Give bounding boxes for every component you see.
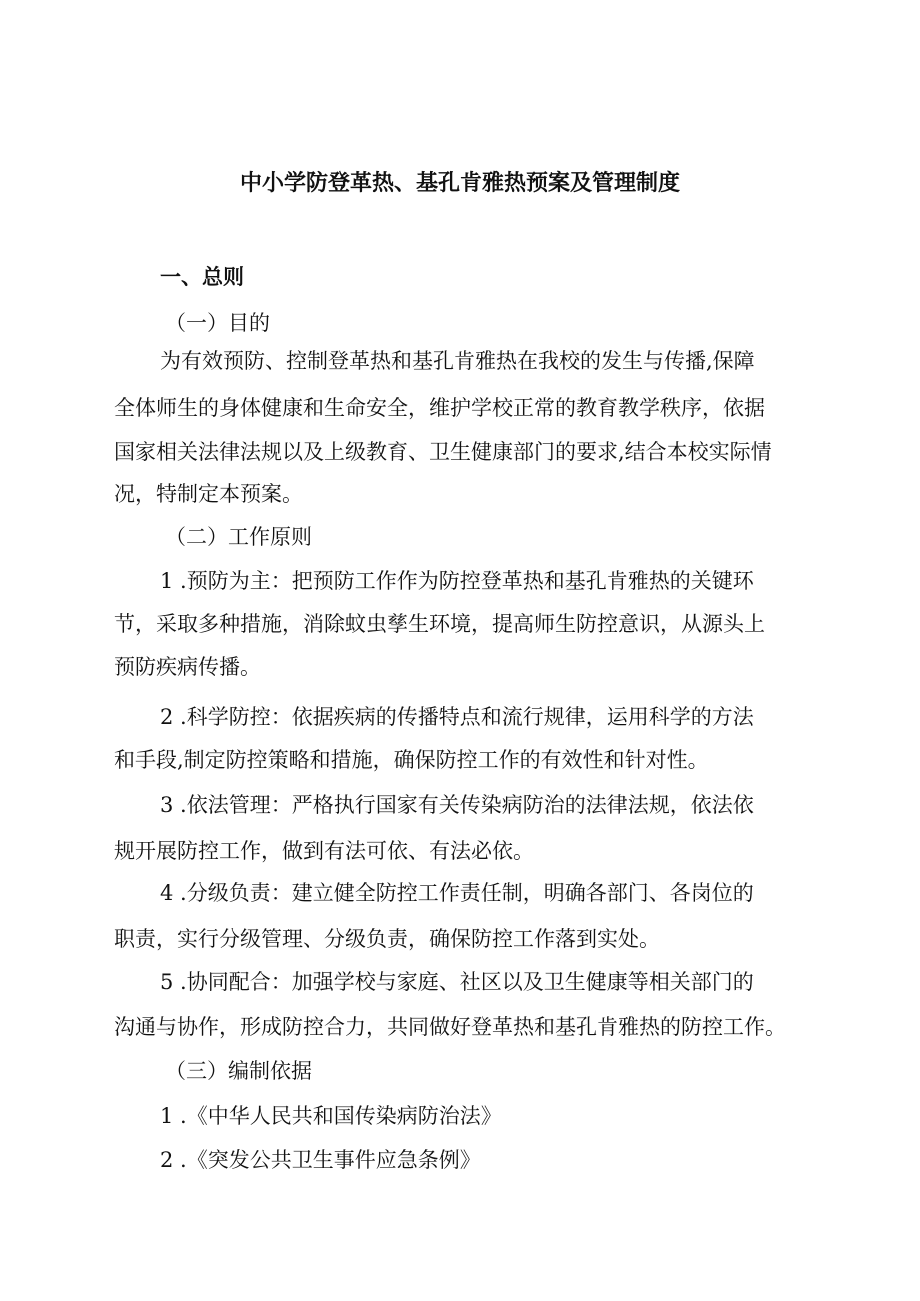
principle-line: 2 .科学防控：依据疾病的传播特点和流行规律，运用科学的方法 <box>160 705 754 729</box>
principle-line: 职责，实行分级管理、分级负责，确保防控工作落到实处。 <box>114 927 660 951</box>
principle-line: 4 .分级负责：建立健全防控工作责任制，明确各部门、各岗位的 <box>160 881 754 905</box>
principle-line: 和手段,制定防控策略和措施，确保防控工作的有效性和针对性。 <box>114 748 709 772</box>
document-title: 中小学防登革热、基孔肯雅热预案及管理制度 <box>239 171 680 196</box>
subsection-heading-purpose: （一）目的 <box>165 311 270 335</box>
purpose-line: 国家相关法律法规以及上级教育、卫生健康部门的要求,结合本校实际情 <box>114 440 772 464</box>
principle-line: 5 .协同配合：加强学校与家庭、社区以及卫生健康等相关部门的 <box>160 970 754 994</box>
purpose-line: 为有效预防、控制登革热和基孔肯雅热在我校的发生与传播,保障 <box>160 349 755 373</box>
principle-line: 规开展防控工作，做到有法可依、有法必依。 <box>114 839 534 863</box>
principle-line: 节，采取多种措施，消除蚊虫孳生环境，提高师生防控意识，从源头上 <box>114 612 765 636</box>
principle-line: 3 .依法管理：严格执行国家有关传染病防治的法律法规，依法依 <box>160 793 754 817</box>
subsection-heading-principles: （二）工作原则 <box>165 525 312 549</box>
principle-line: 1 .预防为主：把预防工作作为防控登革热和基孔肯雅热的关键环 <box>160 569 754 593</box>
subsection-heading-basis: （三）编制依据 <box>165 1059 312 1083</box>
principle-line: 预防疾病传播。 <box>114 655 261 679</box>
principle-line: 沟通与协作，形成防控合力，共同做好登革热和基孔肯雅热的防控工作。 <box>114 1015 786 1039</box>
purpose-line: 况，特制定本预案。 <box>114 482 303 506</box>
section-heading-general: 一、总则 <box>160 265 244 289</box>
basis-item: 2 .《突发公共卫生事件应急条例》 <box>160 1148 481 1172</box>
basis-item: 1 .《中华人民共和国传染病防治法》 <box>160 1104 502 1128</box>
purpose-line: 全体师生的身体健康和生命安全，维护学校正常的教育教学秩序，依据 <box>114 396 765 420</box>
